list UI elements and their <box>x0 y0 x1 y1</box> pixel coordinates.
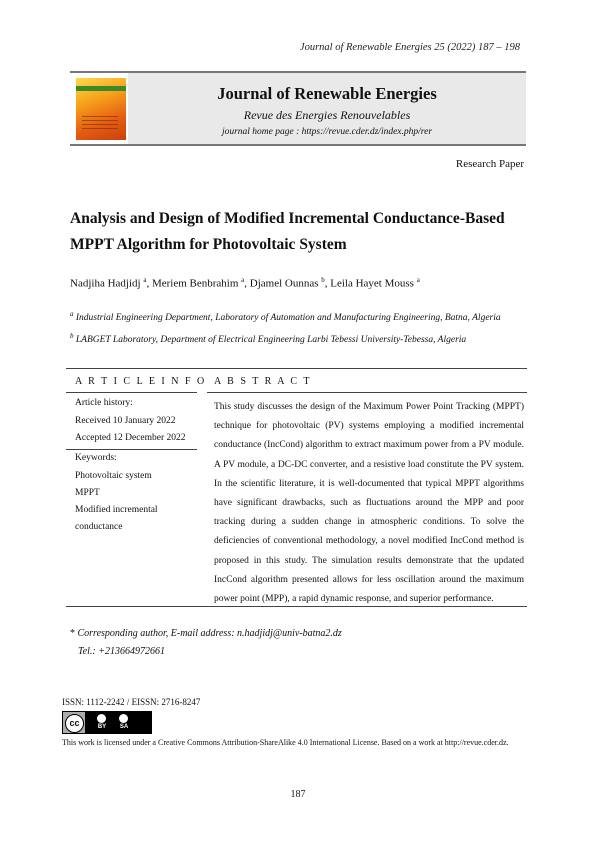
article-info-heading: A R T I C L E I N F O <box>75 376 207 387</box>
corresponding-author <box>70 628 342 639</box>
issn-line: ISSN: 1112-2242 / EISSN: 2716-8247 <box>62 697 201 707</box>
by-label: BY <box>97 724 107 730</box>
author-affiliation-mark: a <box>143 276 147 284</box>
affiliation-text: Industrial Engineering Department, Laboratory of Automation and Manufacturing Engineering, Batna, Algeria <box>75 313 501 324</box>
footnote-mark: * <box>70 628 75 639</box>
running-head: Journal of Renewable Energies 25 (2022) 187 – 198 <box>299 42 520 53</box>
paper-title-line: MPPT Algorithm for Photovoltaic System <box>70 236 347 253</box>
corresponding-email[interactable]: Corresponding author, E-mail address: n.hadjidj@univ-batna2.dz <box>77 628 342 639</box>
attribution-icon <box>97 714 106 723</box>
accepted-date: Accepted 12 December 2022 <box>75 433 186 443</box>
divider <box>66 392 197 393</box>
author-name: Djamel Ounnas <box>249 277 319 290</box>
journal-title: Journal of Renewable Energies <box>217 84 437 103</box>
affiliation-text: LABGET Laboratory, Department of Electrical Engineering Larbi Tebessi University-Tebessa, Algeria <box>75 335 467 346</box>
author-affiliation-mark: a <box>416 276 420 284</box>
keyword: conductance <box>75 522 123 532</box>
keyword: Modified incremental <box>75 505 158 515</box>
author-affiliation-mark: a <box>241 276 245 284</box>
divider <box>66 606 527 607</box>
cc-logo-icon: cc <box>65 714 84 733</box>
affiliation-mark: a <box>70 310 74 318</box>
keywords-label: Keywords: <box>75 453 117 463</box>
abstract-heading: A B S T R A C T <box>214 376 312 387</box>
journal-banner <box>70 71 526 146</box>
sa-label: SA <box>119 724 129 730</box>
journal-homepage[interactable]: journal home page : https://revue.cder.dz/index.php/rer <box>221 127 433 137</box>
abstract-text: This study discusses the design of the Maximum Power Point Tracking (MPPT) technique for photovoltaic (PV) systems employing a modified incremental conductance (IncCond) algorithm to extract maximum power from a PV module. A PV module, a DC-DC converter, and a resistive load constitute the PV system. In the scientific literature, it is well-documented that typical MPPT algorithms have significant drawbacks, such as fluctuations around the MPP and poor tracking during a sudden change in atmospheric conditions. To solve the deficiencies of conventional methodology, a novel modified IncCond method is proposed in this study. The simulation results demonstrate that the updated IncCond algorithm presented allows for less oscillation around the maximum power point (MPP), a rapid dynamic response, and superior performance. <box>214 402 524 605</box>
journal-cover-image <box>76 78 126 140</box>
divider <box>66 368 527 369</box>
corresponding-phone: Tel.: +213664972661 <box>78 646 165 657</box>
affiliation <box>70 332 540 345</box>
journal-subtitle: Revue des Energies Renouvelables <box>243 108 411 122</box>
share-alike-icon <box>119 714 128 723</box>
author-affiliation-mark: b <box>321 276 325 284</box>
keyword: Photovoltaic system <box>75 471 152 481</box>
paper-type: Research Paper <box>455 158 524 170</box>
article-history-label: Article history: <box>75 398 133 408</box>
license-text: This work is licensed under a Creative Commons Attribution-ShareAlike 4.0 International License. Based on a work at http://revue.cder.dz. <box>62 738 509 747</box>
received-date: Received 10 January 2022 <box>75 416 176 426</box>
affiliation <box>70 310 540 323</box>
author-name: Meriem Benbrahim <box>151 277 239 290</box>
paper-title <box>70 206 530 258</box>
keyword: MPPT <box>75 488 100 498</box>
page-number: 187 <box>290 789 306 800</box>
author-list: Nadjiha Hadjidj $^a$, Meriem Benbrahim $^a$, Djamel Ounnas $^b$, Leila Hayet Mouss $^a$ <box>70 276 420 290</box>
cc-license-badge[interactable] <box>62 711 152 734</box>
author-name: Nadjiha Hadjidj <box>70 277 141 290</box>
paper-title-line: Analysis and Design of Modified Incremental Conductance-Based <box>70 210 505 227</box>
divider <box>207 392 527 393</box>
author-name: Leila Hayet Mouss <box>330 277 414 290</box>
divider <box>66 449 197 450</box>
affiliation-mark: b <box>70 332 74 340</box>
